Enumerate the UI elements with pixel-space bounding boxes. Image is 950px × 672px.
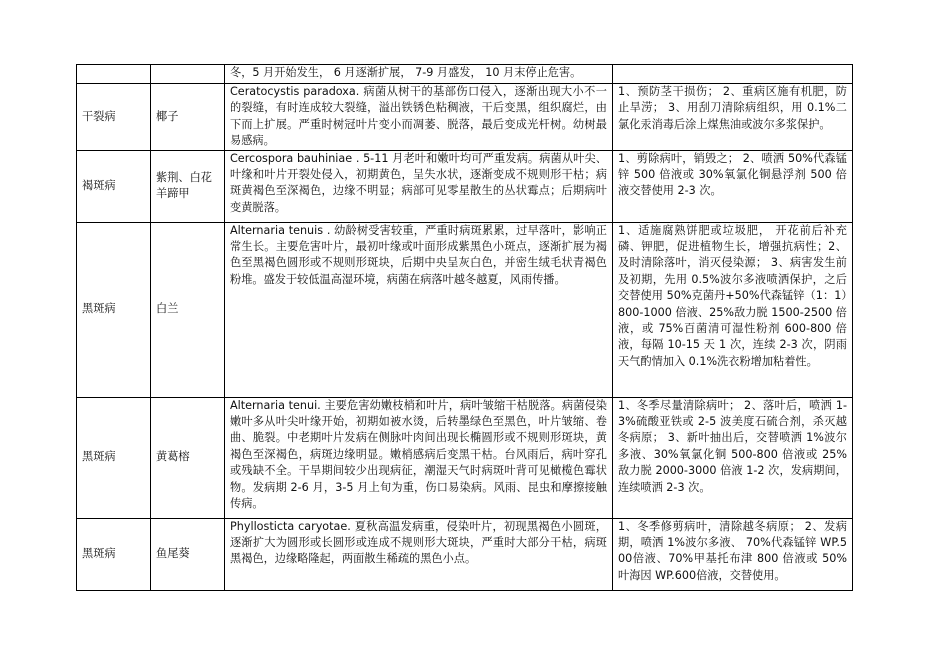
description-cell: Ceratocystis paradoxa. 病菌从树干的基部伤口侵入，逐渐出现大小不一的裂缝，有时连成较大裂缝，溢出铁锈色粘稠液，干后变黑，组织腐烂，由下而上扩展。严重时树冠叶片变小而凋萎、脱落，最后变成光杆树。幼树最易感病。 <box>225 84 613 151</box>
description-cell: Alternaria tenui. 主要危害幼嫩枝梢和叶片，病叶皱缩干枯脱落。病菌侵染嫩叶多从叶尖叶缘开始，初期如被水烫，后转墨绿色至黑色，叶片皱缩、卷曲、脆裂。中老期叶片发病在侧脉叶肉间出现长椭圆形或不规则形斑块，黄褐色至深褐色，病斑边缘明显。嫩梢感病后变黑干枯。台风雨后，病叶穿孔或残缺不全。干旱期间较少出现病征，潮湿天气时病斑叶背可见橄榄色霉状物。发病期 2-6 月，3-5 月上旬为重，伤口易染病。风雨、昆虫和摩擦接触传病。 <box>225 397 613 518</box>
description-cell: Phyllosticta caryotae. 夏秋高温发病重，侵染叶片，初现黑褐色小圆斑，逐渐扩大为圆形或长圆形或连成不规则形大斑块，严重时大部分干枯，病斑黑褐色，边缘略隆起，两面散生稀疏的黑色小点。 <box>225 518 613 590</box>
host-cell: 黄葛榕 <box>151 397 225 518</box>
host-cell <box>151 65 225 84</box>
table-row-continuation <box>77 65 853 84</box>
disease-cell: 褐斑病 <box>77 150 151 222</box>
host-cell: 白兰 <box>151 222 225 397</box>
table-row <box>77 222 853 397</box>
table-row <box>77 397 853 518</box>
table-row <box>77 84 853 151</box>
disease-cell: 黑斑病 <box>77 518 151 590</box>
description-cell: Cercospora bauhiniae . 5-11 月老叶和嫩叶均可严重发病。病菌从叶尖、叶缘和叶片开裂处侵入，初期黄色，呈失水状，逐渐变成不规则形干枯；病斑黄褐色至深褐色，边缘不明显；病部可见零星散生的丛状霉点；后期病叶变黄脱落。 <box>225 150 613 222</box>
control-cell: 1、适施腐熟饼肥或垃圾肥， 开花前后补充磷、钾肥，促进植物生长，增强抗病性；2、及时清除落叶，消灭侵染源； 3、病害发生前及初期，先用 0.5%波尔多液喷洒保护，之后交替使用 50%克菌丹+50%代森锰锌（1：1）800-1000 倍液、25%敌力脱 1500-2500 倍液，或 75%百菌清可湿性粉剂 600-800 倍液，每隔 10-15 天 1 次，连续 2-3 次，阴雨天气酌情加入 0.1%洗衣粉增加粘着性。 <box>613 222 853 397</box>
disease-cell: 黑斑病 <box>77 397 151 518</box>
disease-cell <box>77 65 151 84</box>
host-cell: 鱼尾葵 <box>151 518 225 590</box>
description-cell: Alternaria tenuis . 幼龄树受害较重，严重时病斑累累，过早落叶，影响正常生长。主要危害叶片，最初叶缘或叶面形成紫黑色小斑点，逐渐扩展为褐色至黑褐色圆形或不规则形斑块，后期中央呈灰白色，并密生绒毛状青褐色粉堆。盛发于较低温高湿环境，病菌在病落叶越冬越夏，风雨传播。 <box>225 222 613 397</box>
control-cell <box>613 65 853 84</box>
disease-control-table <box>76 64 853 591</box>
host-cell: 椰子 <box>151 84 225 151</box>
disease-cell: 黑斑病 <box>77 222 151 397</box>
host-cell: 紫荆、白花羊蹄甲 <box>151 150 225 222</box>
disease-cell: 干裂病 <box>77 84 151 151</box>
control-cell: 1、冬季修剪病叶，清除越冬病原； 2、发病期，喷洒 1%波尔多液、 70%代森锰锌 WP.500倍液、70%甲基托布津 800 倍液或 50%叶海因 WP.600倍液，交替使用。 <box>613 518 853 590</box>
description-cell: 冬，5 月开始发生， 6 月逐渐扩展， 7-9 月盛发， 10 月末停止危害。 <box>225 65 613 84</box>
control-cell: 1、预防茎干损伤； 2、重病区施有机肥，防止旱涝； 3、用刮刀清除病组织，用 0.1%二氯化汞消毒后涂上煤焦油或波尔多浆保护。 <box>613 84 853 151</box>
table-row <box>77 518 853 590</box>
control-cell: 1、剪除病叶，销毁之； 2、喷洒 50%代森锰锌 500 倍液或 30%氧氯化铜悬浮剂 500 倍液交替使用 2-3 次。 <box>613 150 853 222</box>
control-cell: 1、冬季尽量清除病叶； 2、落叶后，喷洒 1-3%硫酸亚铁或 2-5 波美度石硫合剂，杀灭越冬病原； 3、新叶抽出后，交替喷洒 1%波尔多液、30%氧氯化铜 500-800 倍液或 25%敌力脱 2000-3000 倍液 1-2 次，发病期间，连续喷洒 2-3 次。 <box>613 397 853 518</box>
table-row <box>77 150 853 222</box>
